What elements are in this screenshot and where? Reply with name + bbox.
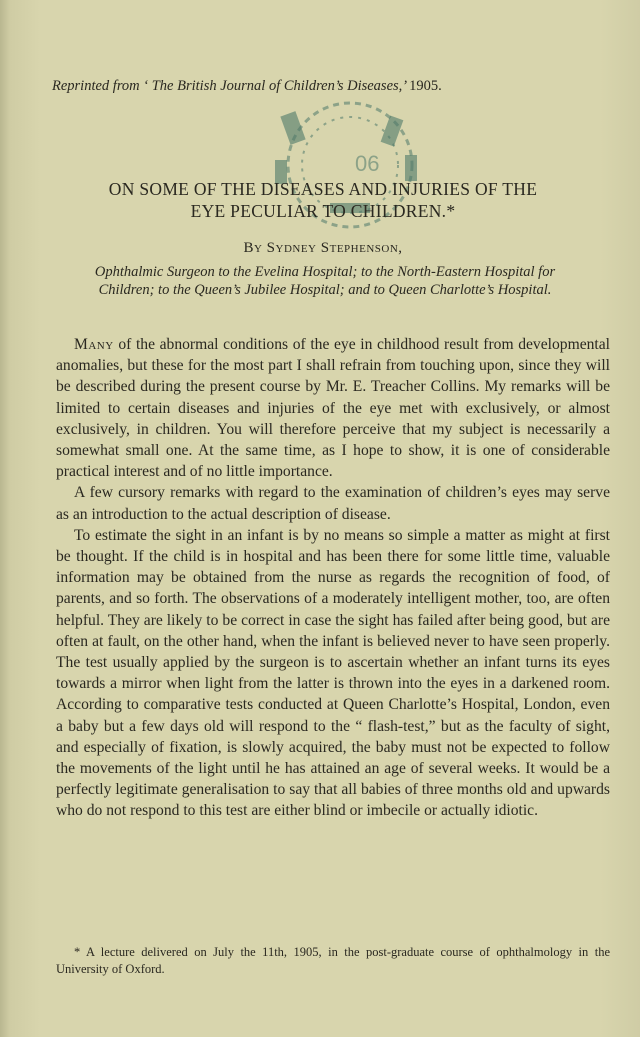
reprint-year: 1905.: [409, 78, 442, 94]
paragraph: A few cursory remarks with regard to the examination of children’s eyes may serve as an introduction to the actual description of disease.: [56, 484, 610, 523]
paragraph-lead-word: Many: [74, 336, 114, 353]
article-title: [40, 178, 606, 222]
paragraph-text: of the abnormal conditions of the eye in childhood result from developmental anomalies, but these for the most part I shall refrain from touching upon, since they will be described during the present course by Mr. E. Treacher Collins. My remarks will be limited to certain diseases and injuries of the eye met with exclusively, or almost exclusively, in children. You will therefore perceive that my subject is necessarily a somewhat small one. At the same time, as I hope to show, it is one of considerable practical interest and of no little importance.: [56, 336, 610, 481]
footnote: [56, 944, 610, 978]
title-line-1: ON SOME OF THE DISEASES AND INJURIES OF THE: [108, 179, 538, 199]
footnote-text: * A lecture delivered on July the 11th, 1905, in the post-graduate course of ophthalmology in the University of Oxford.: [56, 945, 610, 976]
paragraph: To estimate the sight in an infant is by no means so simple a matter as might at first be thought. If the child is in hospital and has been there for some little time, valuable information may be obtained from the nurse as regards the recognition of food, of parents, and so forth. The observations of a moderately intelligent mother, too, are often helpful. They are likely to be correct in case the sight has failed after being good, but are often at fault, on the other hand, when the infant is believed never to have seen properly. The test usually applied by the surgeon is to ascertain whether an infant turns its eyes towards a mirror when light from the latter is thrown into the eyes in a darkened room. According to comparative tests conducted at Queen Charlotte’s Hospital, London, even a baby but a few days old will respond to the “ flash-test,” but as the faculty of sight, and especially of fixation, is slowly acquired, the baby must not be expected to follow the movements of the light until he has attained an age of several weeks. It would be a perfectly legitimate generalisation to say that all babies of three months old and upwards who do not respond to this test are either blind or imbecile or actually idiotic.: [56, 526, 610, 820]
author-byline: By Sydney Stephenson,: [243, 240, 403, 256]
reprint-note: [52, 78, 612, 95]
article-body: [56, 334, 610, 822]
paragraph: [56, 334, 610, 482]
reprint-source: Reprinted from ‘ The British Journal of Children’s Diseases,’: [52, 78, 406, 94]
title-line-2: EYE PECULIAR TO CHILDREN.*: [190, 201, 456, 221]
stamp-text: 06: [355, 151, 380, 176]
author-affiliation: Ophthalmic Surgeon to the Evelina Hospital; to the North-Eastern Hospital for Children; to the Queen’s Jubilee Hospital; and to Queen Charlotte’s Hospital.: [94, 264, 556, 298]
